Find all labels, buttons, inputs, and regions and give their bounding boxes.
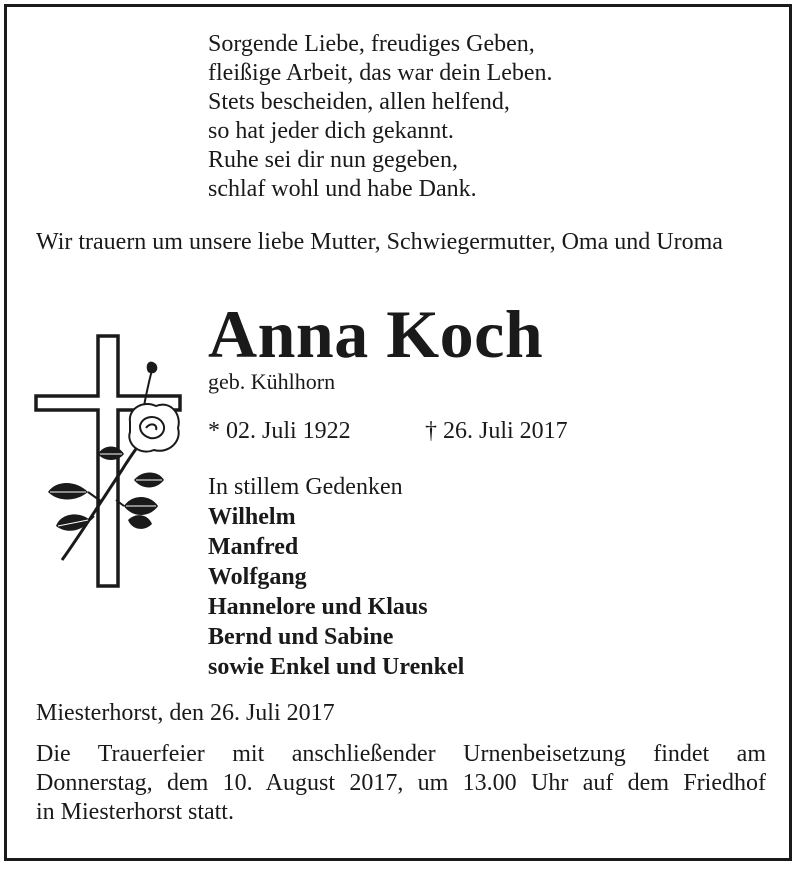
funeral-line: Die Trauerfeier mit anschließender Urnenbeisetzung findet am <box>36 741 766 767</box>
intro-text: Wir trauern um unsere liebe Mutter, Schwiegermutter, Oma und Uroma <box>36 229 723 255</box>
birth-date: * 02. Juli 1922 <box>208 418 351 444</box>
mourner-name: Manfred <box>208 534 299 560</box>
poem-line: fleißige Arbeit, das war dein Leben. <box>208 60 553 86</box>
mourners-block <box>208 472 464 682</box>
poem-line: schlaf wohl und habe Dank. <box>208 176 477 202</box>
poem-line: Sorgende Liebe, freudiges Geben, <box>208 31 535 57</box>
funeral-line: Donnerstag, dem 10. August 2017, um 13.00 Uhr auf dem Friedhof <box>36 770 766 796</box>
poem <box>208 30 553 204</box>
funeral-notice <box>36 740 766 827</box>
mourner-name: Wilhelm <box>208 504 296 530</box>
mourner-name: sowie Enkel und Urenkel <box>208 654 465 680</box>
mourner-name: Wolfgang <box>208 564 307 590</box>
poem-line: Stets bescheiden, allen helfend, <box>208 89 510 115</box>
poem-line: so hat jeder dich gekannt. <box>208 118 454 144</box>
poem-line: Ruhe sei dir nun gegeben, <box>208 147 458 173</box>
cross-with-rose-icon <box>32 330 188 592</box>
mourners-heading: In stillem Gedenken <box>208 474 403 500</box>
place-and-date: Miesterhorst, den 26. Juli 2017 <box>36 700 335 726</box>
mourner-name: Bernd und Sabine <box>208 624 394 650</box>
mourner-name: Hannelore und Klaus <box>208 594 428 620</box>
deceased-name: Anna Koch <box>208 296 544 372</box>
maiden-name: geb. Kühlhorn <box>208 369 336 394</box>
death-date: † 26. Juli 2017 <box>425 418 568 444</box>
funeral-line: in Miesterhorst statt. <box>36 799 234 825</box>
